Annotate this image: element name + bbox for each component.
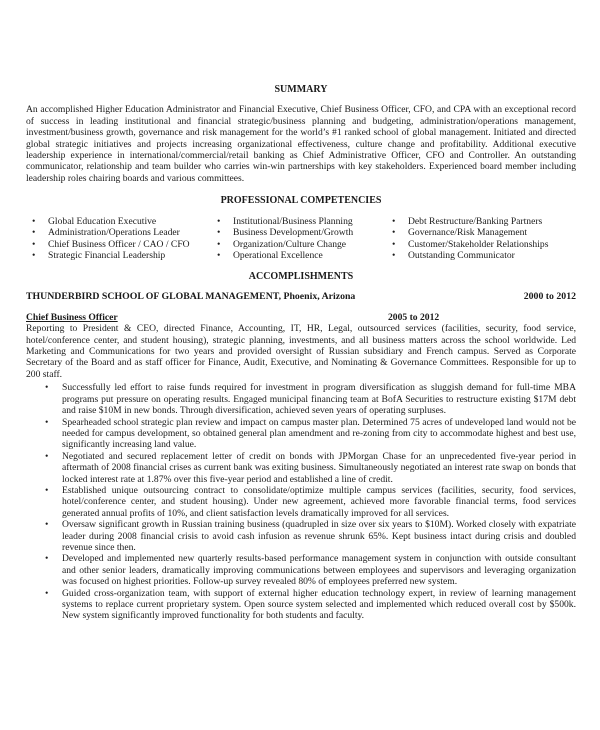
competency-item: • Customer/Stakeholder Relationships: [386, 239, 576, 251]
accomplishment-item: • Developed and implemented new quarterly results-based performance management system in conjunction with outside consultant and other senior leaders, dramatically improving communications between employees and supervisors and leveraging organization was focused on highest priorities. Follow-up survey revealed 80% of employees preferred new system.: [26, 553, 576, 587]
competency-item: • Outstanding Communicator: [386, 250, 576, 262]
role-description: Reporting to President & CEO, directed Finance, Accounting, IT, HR, Legal, outsourced services (facilities, security, food service, hotel/conference center, and student housing), strategic planning, investments, and all business matters across the school worldwide. Led Marketing and Communications for two years and provided oversight of Russian subsidiary and French campus. Served as Corporate Secretary of the Board and as staff officer for Finance, Audit, Executive, and Nominating & Governance Committees. Responsible for up to 200 staff.: [26, 323, 576, 380]
employer-dates: 2000 to 2012: [523, 291, 576, 303]
accomplishment-item: • Spearheaded school strategic plan review and impact on campus master plan. Determined 75 acres of undeveloped land would not be needed for campus development, so obtained general plan amendment and re-zoning from city to accommodate highest and best use, significantly increasing land value.: [26, 417, 576, 451]
accomplishment-item: • Oversaw significant growth in Russian training business (quadrupled in size over six years to $10M). Worked closely with expatriate leader during 2008 financial crisis to avoid cash infusion as revenue shrunk 65%. Kept business intact during crisis and doubled revenue since then.: [26, 519, 576, 553]
resume-content: [26, 84, 576, 622]
competency-item: • Administration/Operations Leader: [26, 227, 211, 239]
competency-item: • Governance/Risk Management: [386, 227, 576, 239]
competency-item: • Business Development/Growth: [211, 227, 386, 239]
accomplishment-list: [26, 382, 576, 622]
accomplishment-item: • Successfully led effort to raise funds required for investment in program diversification as sluggish demand for full-time MBA programs put pressure on operating results. Engaged municipal financing team at BofA Securities to restructure existing $17M debt and raise $10M in new bonds. Through diversification, achieved seven years of operating surpluses.: [26, 382, 576, 416]
competencies-column-2: [211, 216, 386, 262]
competency-item: • Institutional/Business Planning: [211, 216, 386, 228]
competencies-columns: [26, 216, 576, 262]
summary-heading: SUMMARY: [274, 84, 328, 95]
accomplishment-item: • Negotiated and secured replacement letter of credit on bonds with JPMorgan Chase for an unprecedented five-year period in aftermath of 2008 financial crises as current bank was exiting business. Simultaneously negotiated an interest rate swap on bonds that locked interest rate at 1.87% over this five-year period and established a line of credit.: [26, 451, 576, 485]
competencies-column-3: [386, 216, 576, 262]
competency-item: • Global Education Executive: [26, 216, 211, 228]
accomplishment-item: • Guided cross-organization team, with support of external higher education technology expert, in review of learning management systems to replace current proprietary system. Open source system selected and implemented which reduced overall cost by $500k. New system significantly improved functionality for both students and faculty.: [26, 588, 576, 622]
competency-item: • Chief Business Officer / CAO / CFO: [26, 239, 211, 251]
employer-row: [26, 291, 576, 302]
accomplishments-heading: ACCOMPLISHMENTS: [248, 271, 354, 283]
competency-item: • Debt Restructure/Banking Partners: [386, 216, 576, 228]
competencies-heading: PROFESSIONAL COMPETENCIES: [220, 195, 382, 207]
competency-item: • Operational Excellence: [211, 250, 386, 262]
role-row: [26, 312, 576, 323]
competency-item: • Strategic Financial Leadership: [26, 250, 211, 262]
accomplishment-item: • Established unique outsourcing contract to consolidate/optimize multiple campus services (facilities, security, food services, hotel/conference center, and student housing). Under new agreement, achieved more favorable financial terms, food services generated annual profits of 10%, and client satisfaction levels dramatically improved for all services.: [26, 485, 576, 519]
competency-item: • Organization/Culture Change: [211, 239, 386, 251]
role-title: Chief Business Officer: [26, 311, 118, 323]
role-dates: 2005 to 2012: [388, 311, 440, 323]
employer-name: THUNDERBIRD SCHOOL OF GLOBAL MANAGEMENT, Phoenix, Arizona: [26, 291, 356, 303]
competencies-column-1: [26, 216, 211, 262]
summary-paragraph: An accomplished Higher Education Administrator and Financial Executive, Chief Business Officer, CFO, and CPA with an exceptional record of success in leading institutional and financial strategic/business planning and budgeting, administration/operations management, investment/business growth, governance and risk management for the world’s #1 ranked school of global management. Initiated and directed global strategic initiatives and projects increasing organizational effectiveness, culture change and profitability. Additional executive leadership experience in international/commercial/retail banking as Chief Administrative Officer, CFO and Controller. An outstanding communicator, relationship and team builder who carries win-win partnerships with key stakeholders. Experienced board member including leadership roles chairing boards and various committees.: [26, 104, 576, 184]
